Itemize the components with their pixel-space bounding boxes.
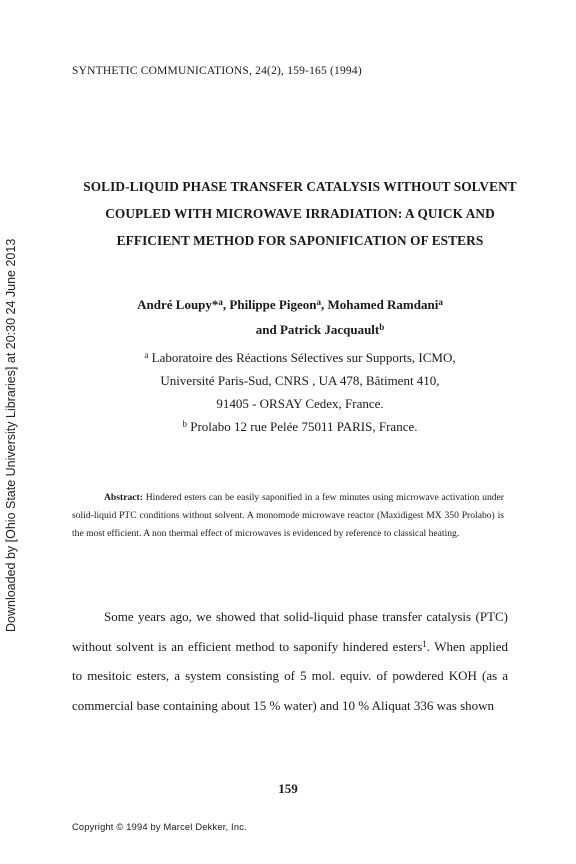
affiliation-a-line-3: 91405 - ORSAY Cedex, France. <box>216 396 384 411</box>
body-text: Some years ago, we showed that solid-liquid phase transfer catalysis (PTC) without solvent is an efficient method to saponify hindered esters <box>72 609 508 654</box>
title-line-1: SOLID-LIQUID PHASE TRANSFER CATALYSIS WITHOUT SOLVENT <box>83 179 517 194</box>
body-paragraph <box>72 602 508 721</box>
affiliation-b-line-1 <box>40 419 560 435</box>
author-name: , Philippe Pigeon <box>222 297 317 312</box>
page-number: 159 <box>278 781 298 796</box>
reference-marker: 1 <box>422 638 427 649</box>
author-affil-marker: a <box>218 297 223 307</box>
author-affil-marker: a <box>316 297 321 307</box>
author-name: and Patrick Jacquault <box>255 322 380 337</box>
abstract-text: Hindered esters can be easily saponified in a few minutes using microwave activation under solid-liquid PTC conditions without solvent. A monomode microwave reactor (Maxidigest MX 350 Prolabo) is the most efficient. A non thermal effect of microwaves is evidenced by reference to classical heating. <box>72 492 504 539</box>
copyright-notice: Copyright © 1994 by Marcel Dekker, Inc. <box>72 822 247 832</box>
affiliation-marker: a <box>144 350 149 360</box>
affiliation-marker: b <box>182 419 187 429</box>
author-affil-marker: a <box>438 297 443 307</box>
abstract-label: Abstract: <box>104 492 143 503</box>
abstract <box>72 489 504 543</box>
author-affil-marker: b <box>379 322 385 332</box>
body-text: . When applied to mesitoic esters, a system consisting of 5 mol. equiv. of powdered KOH (as a commercial base containing about 15 % water) and 10 % Aliquat 336 was shown <box>72 638 508 714</box>
download-watermark-text: Downloaded by [Ohio State University Libraries] at 20:30 24 June 2013 <box>4 238 18 632</box>
title-line-3: EFFICIENT METHOD FOR SAPONIFICATION OF ESTERS <box>116 233 484 248</box>
affiliation-text: Laboratoire des Réactions Sélectives sur Supports, ICMO, <box>148 350 456 365</box>
affiliation-a-line-2: Université Paris-Sud, CNRS , UA 478, Bâtiment 410, <box>160 373 440 388</box>
title-line-2: COUPLED WITH MICROWAVE IRRADIATION: A QUICK AND <box>105 206 495 221</box>
affiliation-a-line-1 <box>40 350 560 366</box>
journal-citation: SYNTHETIC COMMUNICATIONS, 24(2), 159-165 (1994) <box>72 65 362 77</box>
affiliation-text: Prolabo 12 rue Pelée 75011 PARIS, France. <box>187 419 418 434</box>
author-name: André Loupy* <box>137 297 219 312</box>
authors-line-2 <box>60 322 576 338</box>
author-name: , Mohamed Ramdani <box>320 297 439 312</box>
authors-line-1 <box>30 297 550 313</box>
